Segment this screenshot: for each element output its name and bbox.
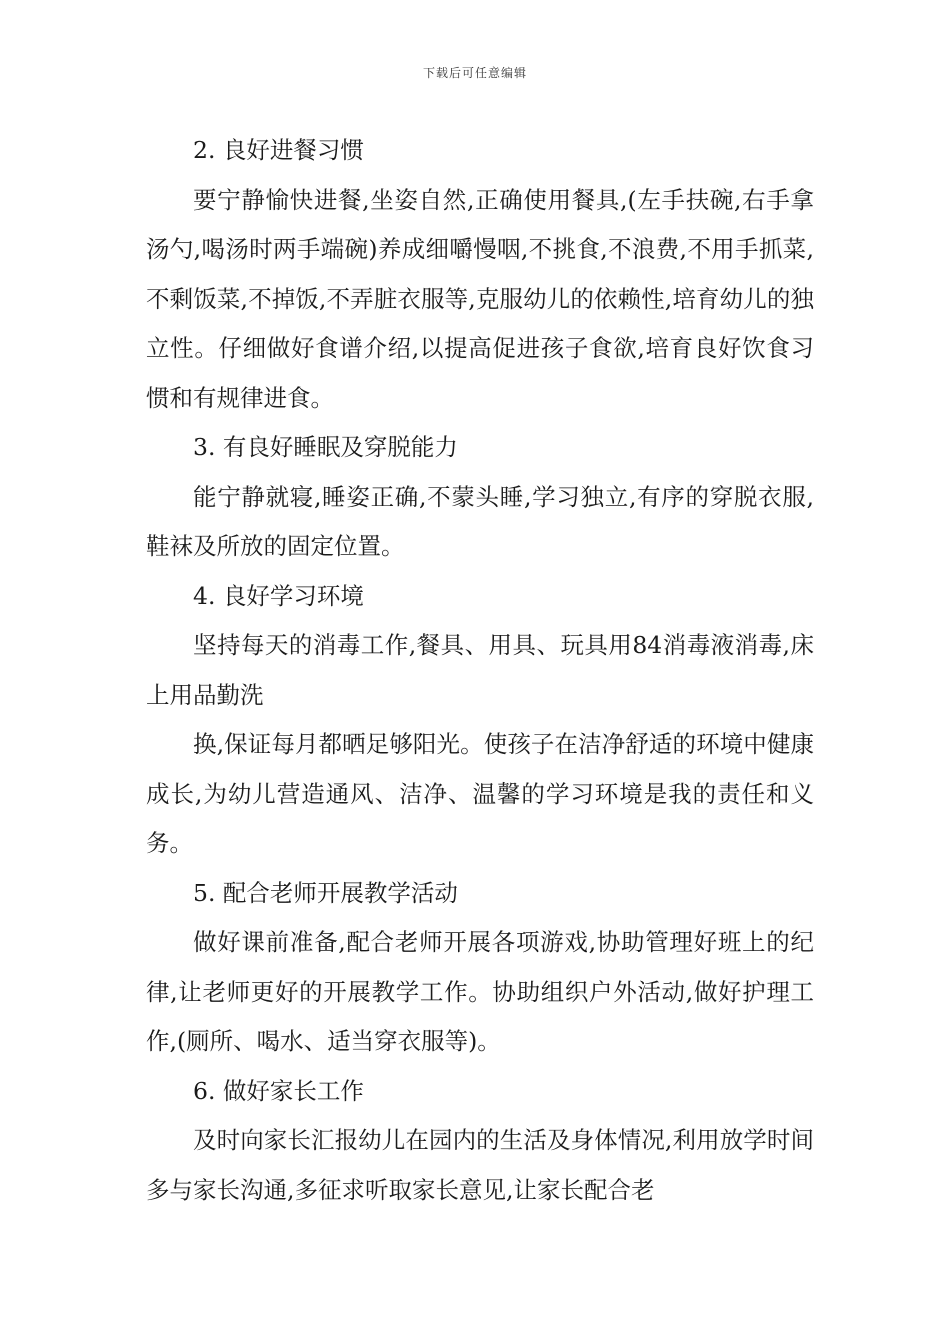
- section-heading-sleep: 3. 有良好睡眠及穿脱能力: [193, 433, 458, 461]
- paragraph-eating-habits: 要宁静愉快进餐,坐姿自然,正确使用餐具,(左手扶碗,右手拿汤勺,喝汤时两手端碗)养成细嚼慢咽,不挑食,不浪费,不用手抓菜,不剩饭菜,不掉饭,不弄脏衣服等,克服幼儿的依赖性,培育幼儿的独立性。仔细做好食谱介绍,以提高促进孩子食欲,培育良好饮食习惯和有规律进食。: [146, 185, 814, 412]
- paragraph-environment-1: 坚持每天的消毒工作,餐具、用具、玩具用84消毒液消毒,床上用品勤洗: [146, 631, 814, 709]
- paragraph-sleep: 能宁静就寝,睡姿正确,不蒙头睡,学习独立,有序的穿脱衣服,鞋袜及所放的固定位置。: [146, 482, 814, 560]
- paragraph-parents: 及时向家长汇报幼儿在园内的生活及身体情况,利用放学时间多与家长沟通,多征求听取家长意见,让家长配合老: [146, 1126, 814, 1204]
- document-body: [146, 126, 814, 1215]
- paragraph-environment-2: 换,保证每月都晒足够阳光。使孩子在洁净舒适的环境中健康成长,为幼儿营造通风、洁净、温馨的学习环境是我的责任和义务。: [146, 730, 814, 857]
- paragraph-teaching: 做好课前准备,配合老师开展各项游戏,协助管理好班上的纪律,让老师更好的开展教学工作。协助组织户外活动,做好护理工作,(厕所、喝水、适当穿衣服等)。: [146, 928, 814, 1055]
- section-heading-teaching: 5. 配合老师开展教学活动: [193, 878, 458, 907]
- section-heading-parents: 6. 做好家长工作: [193, 1076, 364, 1105]
- page-header-note: 下载后可任意编辑: [422, 66, 527, 80]
- section-heading-environment: 4. 良好学习环境: [193, 581, 364, 610]
- section-heading-eating-habits: 2. 良好进餐习惯: [193, 136, 364, 164]
